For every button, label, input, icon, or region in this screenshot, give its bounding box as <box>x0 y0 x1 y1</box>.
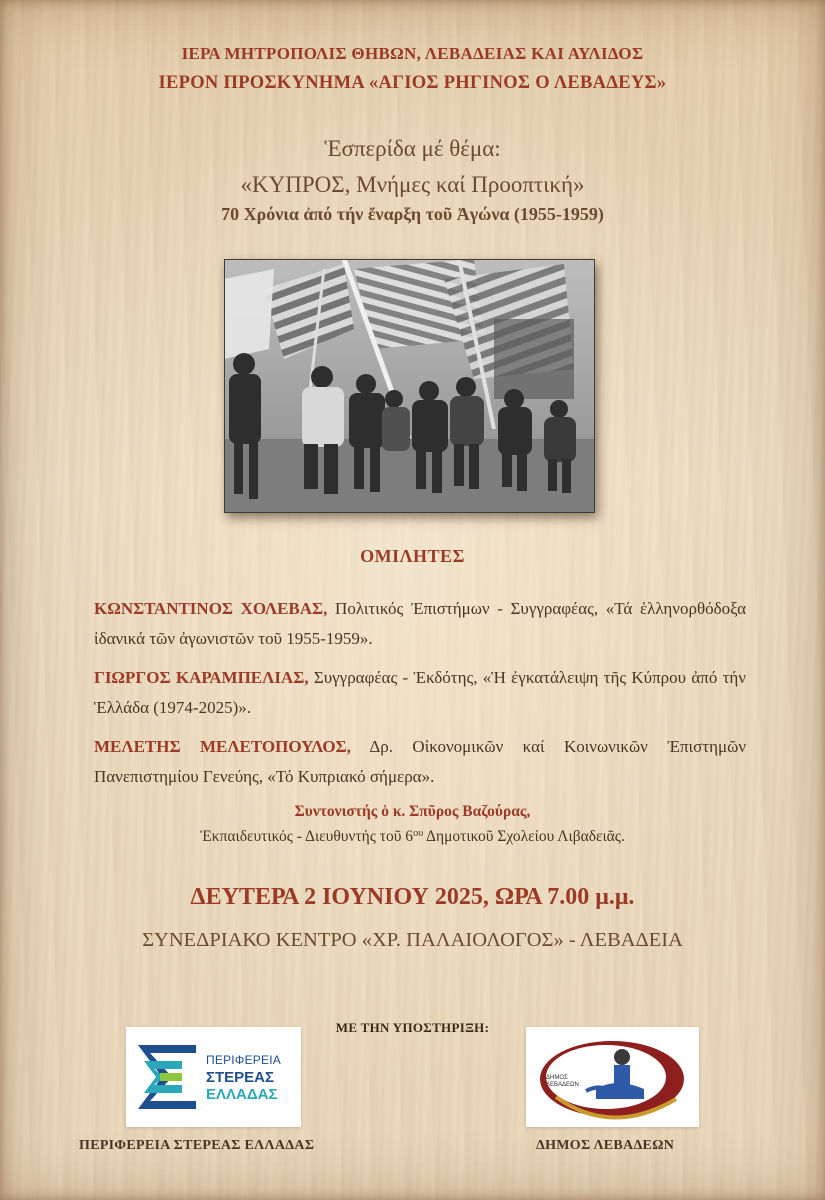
event-subtitle: 70 Χρόνια ἀπό τήν ἔναρξη τοῦ Ἀγώνα (1955-1959) <box>221 204 604 224</box>
speaker-entry <box>94 594 746 654</box>
speaker-name: ΓΙΩΡΓΟΣ ΚΑΡΑΜΠΕΛΙΑΣ, <box>94 668 309 687</box>
municipality-caption: ΔΗΜΟΣ ΛΕΒΑΔΕΩΝ <box>536 1138 675 1153</box>
moderator-name: Συντονιστής ὁ κ. Σπῦρος Βαζούρας, <box>294 803 531 820</box>
municipality-logo-text: ΔΗΜΟΣ ΛΕΒΑΔΕΩΝ <box>546 1075 579 1088</box>
region-logo-line1: ΠΕΡΙΦΕΡΕΙΑ <box>206 1053 281 1067</box>
speaker-description: Συγγραφέας - Ἐκδότης, «Ἡ ἐγκατάλειψη τῆς Κύπρου ἀπό τήν Ἑλλάδα (1974-2025)». <box>94 668 747 717</box>
municipality-logo <box>526 1027 699 1127</box>
event-title: «ΚΥΠΡΟΣ, Μνήμες καί Προοπτική» <box>240 172 585 197</box>
support-heading: ΜΕ ΤΗΝ ΥΠΟΣΤΗΡΙΞΗ: <box>335 1020 490 1035</box>
region-logo-line3: ΕΛΛΑΔΑΣ <box>206 1086 278 1103</box>
organizer-line-2: ΙΕΡΟΝ ΠΡΟΣΚΥΝΗΜΑ «ΑΓΙΟΣ ΡΗΓΙΝΟΣ Ο ΛΕΒΑΔΕΥΣ» <box>158 73 667 93</box>
region-logo <box>126 1027 301 1127</box>
speaker-entry <box>94 663 746 723</box>
speaker-name: ΚΩΝΣΤΑΝΤΙΝΟΣ ΧΟΛΕΒΑΣ, <box>94 599 328 618</box>
speakers-heading: ΟΜΙΛΗΤΕΣ <box>360 546 465 566</box>
ordinal-suffix: ου <box>413 828 424 839</box>
speaker-entry <box>94 732 746 792</box>
event-datetime: ΔΕΥΤΕΡΑ 2 ΙΟΥΝΙΟΥ 2025, ΩΡΑ 7.00 μ.μ. <box>190 884 635 910</box>
speaker-description: Δρ. Οἰκονομικῶν καί Κοινωνικῶν Ἐπιστημῶν Πανεπιστημίου Γενεύης, «Τό Κυπριακό σήμερα». <box>94 737 747 786</box>
moderator-title-part: Δημοτικοῦ Σχολείου Λιβαδειᾶς. <box>423 828 625 845</box>
speaker-description: Πολιτικός Ἐπιστήμων - Συγγραφέας, «Τά ἑλληνορθόδοξα ἰδανικά τῶν ἀγωνιστῶν τοῦ 1955-1959». <box>94 599 746 648</box>
moderator-title <box>0 828 825 846</box>
event-intro: Ἑσπερίδα μέ θέμα: <box>324 136 501 161</box>
event-venue: ΣΥΝΕΔΡΙΑΚΟ ΚΕΝΤΡΟ «ΧΡ. ΠΑΛΑΙΟΛΟΓΟΣ» - ΛΕΒΑΔΕΙΑ <box>142 929 683 951</box>
speaker-name: ΜΕΛΕΤΗΣ ΜΕΛΕΤΟΠΟΥΛΟΣ, <box>94 737 351 756</box>
historical-photo <box>224 259 595 513</box>
region-logo-line2: ΣΤΕΡΕΑΣ <box>206 1069 275 1086</box>
moderator-title-part: Ἐκπαιδευτικός - Διευθυντής τοῦ 6 <box>200 828 414 845</box>
organizer-line-1: ΙΕΡΑ ΜΗΤΡΟΠΟΛΙΣ ΘΗΒΩΝ, ΛΕΒΑΔΕΙΑΣ ΚΑΙ ΑΥΛΙΔΟΣ <box>181 44 644 63</box>
region-caption: ΠΕΡΙΦΕΡΕΙΑ ΣΤΕΡΕΑΣ ΕΛΛΑΔΑΣ <box>79 1138 315 1153</box>
